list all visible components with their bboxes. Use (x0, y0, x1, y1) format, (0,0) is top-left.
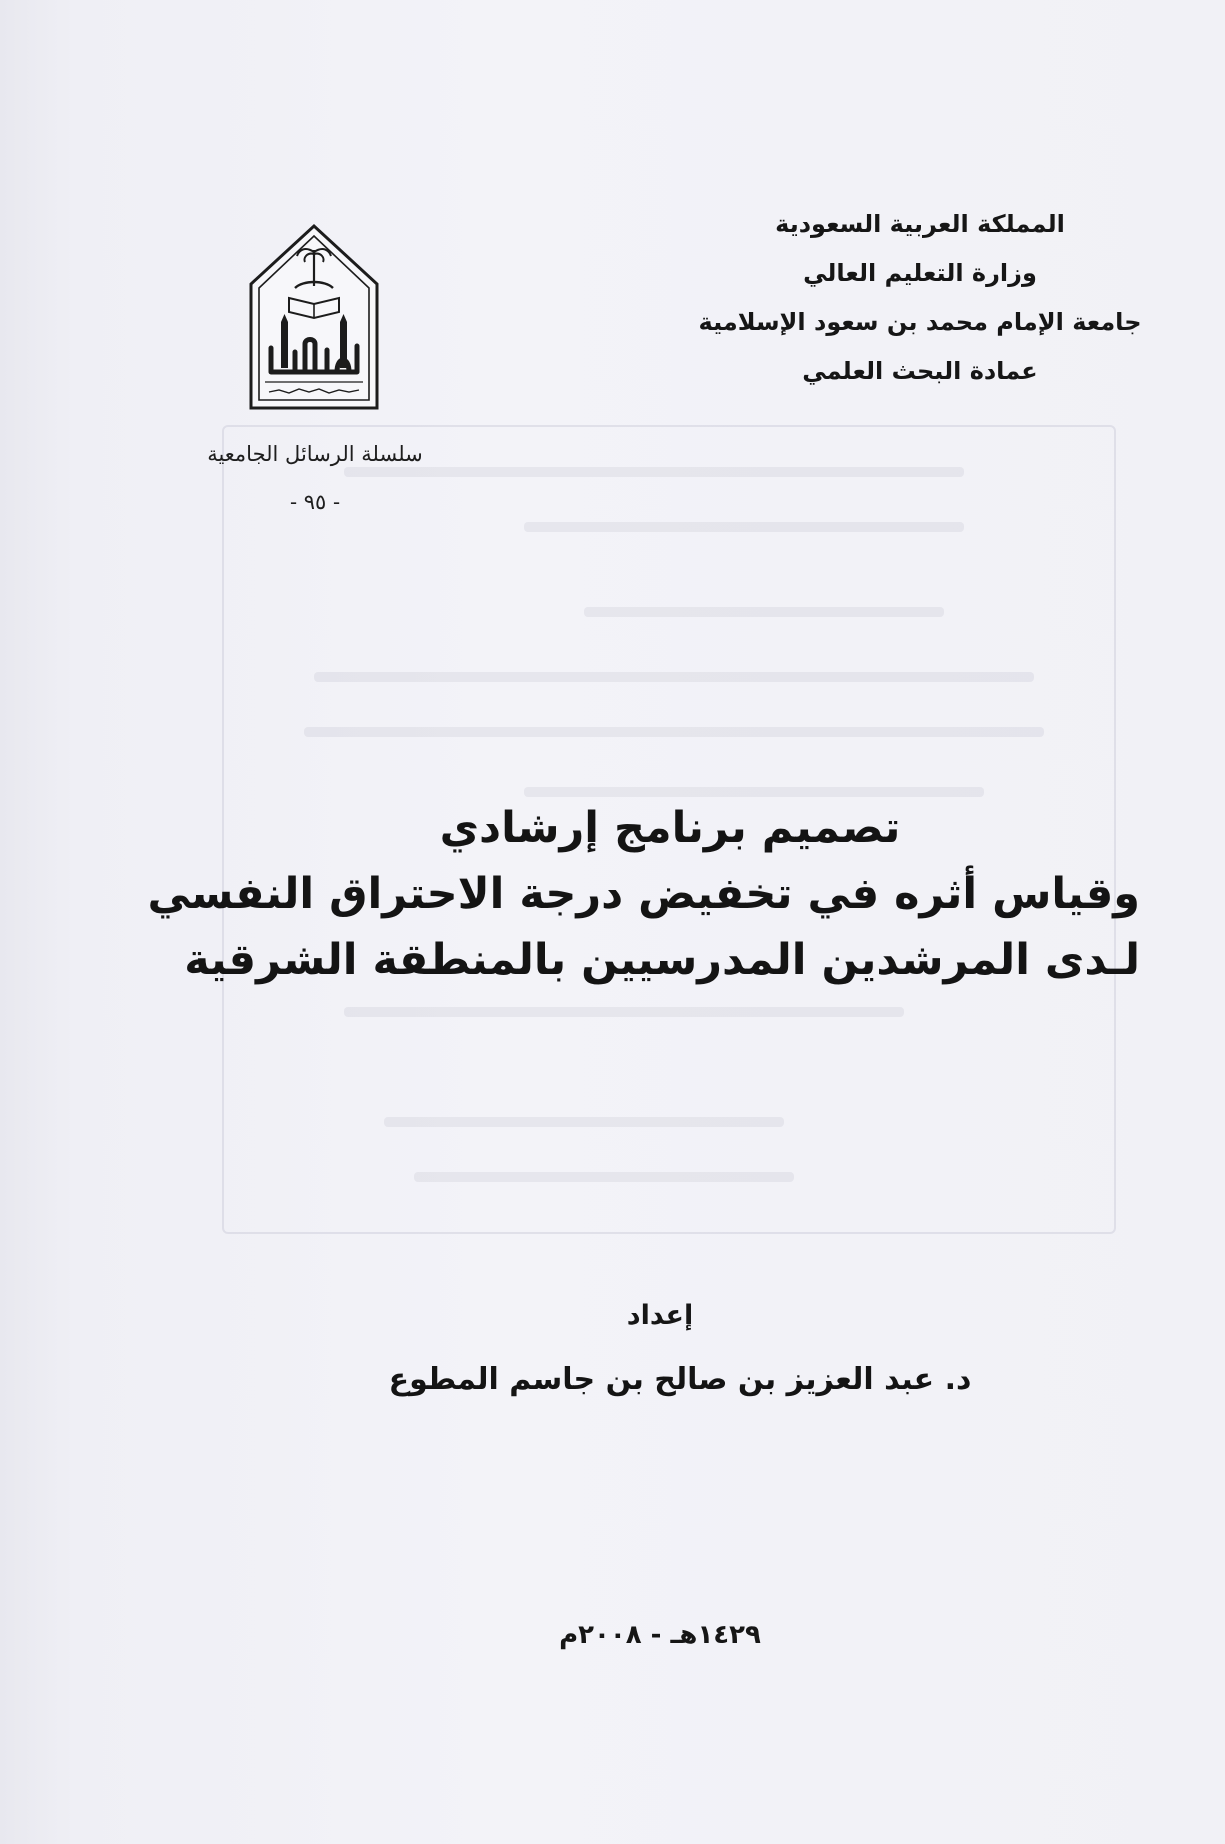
institution-header (680, 200, 1160, 396)
author-name: د. عبد العزيز بن صالح بن جاسم المطوع (388, 1362, 972, 1397)
document-title (147, 795, 1140, 993)
bleed-through-line (524, 522, 964, 532)
imam-university-emblem-icon (245, 222, 383, 414)
title-line-3: لـدى المرشدين المدرسيين بالمنطقة الشرقية (184, 935, 1140, 985)
bleed-through-line (414, 1172, 794, 1182)
series-block (170, 430, 460, 526)
title-line-2: وقياس أثره في تخفيض درجة الاحتراق النفسي (147, 869, 1140, 919)
publication-date: ١٤٢٩هـ - ٢٠٠٨م (559, 1620, 761, 1650)
bleed-through-line (304, 727, 1044, 737)
header-country: المملكة العربية السعودية (775, 210, 1065, 238)
header-ministry: وزارة التعليم العالي (803, 259, 1037, 287)
header-deanship: عمادة البحث العلمي (802, 357, 1038, 385)
prepared-by-label: إعداد (626, 1300, 694, 1331)
series-number: - ٩٥ - (289, 490, 341, 514)
bleed-through-line (344, 1007, 904, 1017)
bleed-through-line (384, 1117, 784, 1127)
bleed-through-line (314, 672, 1034, 682)
title-line-1: تصميم برنامج إرشادي (439, 803, 901, 853)
series-name: سلسلة الرسائل الجامعية (207, 442, 423, 466)
bleed-through-line (584, 607, 944, 617)
header-university: جامعة الإمام محمد بن سعود الإسلامية (698, 308, 1142, 336)
